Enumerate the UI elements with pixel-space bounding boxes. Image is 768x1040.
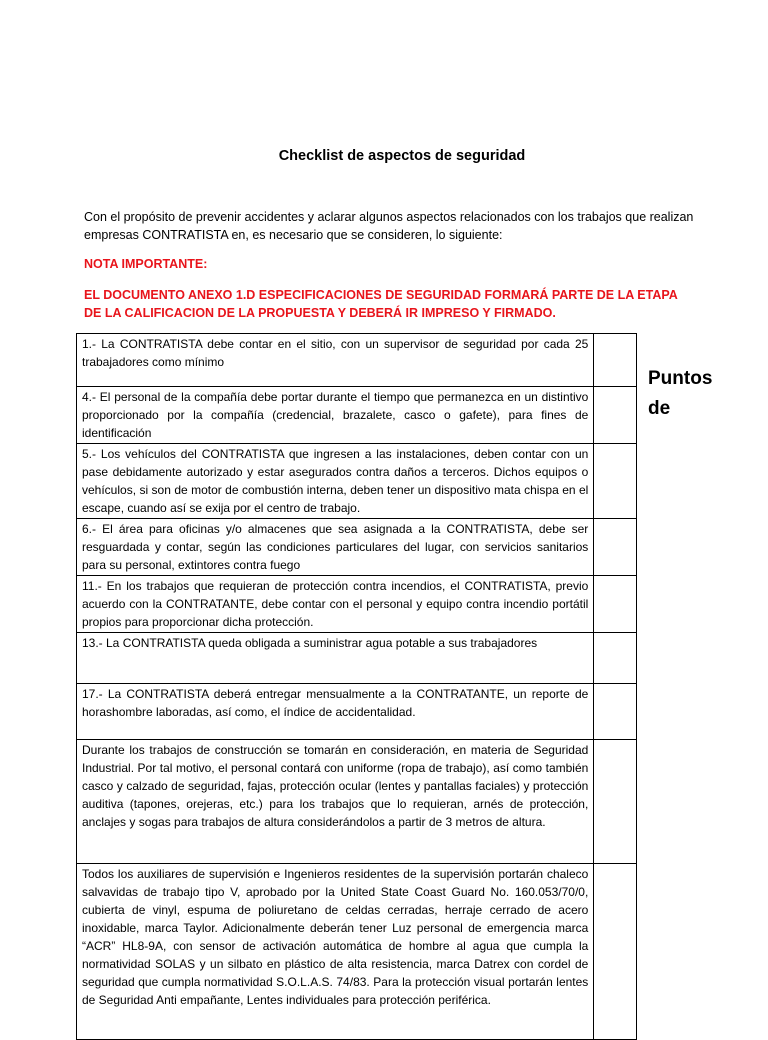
checklist-check-cell[interactable] — [594, 864, 637, 1040]
intro-paragraph: Con el propósito de prevenir accidentes y aclarar algunos aspectos relacionados con los trabajos que realizan empresas CONTRATISTA en, es necesario que se consideren, lo siguiente: — [84, 210, 694, 242]
checklist-item-text: 11.- En los trabajos que requieran de protección contra incendios, el CONTRATISTA, previo acuerdo con la CONTRATANTE, debe contar con el personal y equipo contra incendio portátil propios para proporcionar dicha protección. — [77, 576, 594, 633]
note-body: EL DOCUMENTO ANEXO 1.D ESPECIFICACIONES DE SEGURIDAD FORMARÁ PARTE DE LA ETAPA DE LA CALIFICACION DE LA PROPUESTA Y DEBERÁ IR IMPRESO Y FIRMADO. — [84, 288, 678, 320]
note-label: NOTA IMPORTANTE: — [84, 257, 208, 271]
table-row — [77, 387, 637, 444]
side-label — [648, 364, 748, 424]
table-row — [77, 740, 637, 864]
table-row — [77, 576, 637, 633]
table-row — [77, 519, 637, 576]
checklist-check-cell[interactable] — [594, 740, 637, 864]
table-row — [77, 334, 637, 387]
checklist-item-text: 5.- Los vehículos del CONTRATISTA que ingresen a las instalaciones, deben contar con un pase debidamente autorizado y estar asegurados contra daños a terceros. Dichos equipos o vehículos, si son de motor de combustión interna, deben tener un dispositivo mata chispa en el escape, cuando así se exija por el centro de trabajo. — [77, 444, 594, 519]
checklist-check-cell[interactable] — [594, 576, 637, 633]
document-title: Checklist de aspectos de seguridad — [278, 148, 526, 164]
table-row — [77, 684, 637, 740]
checklist-table — [76, 333, 637, 1040]
checklist-check-cell[interactable] — [594, 633, 637, 684]
checklist-item-text: Durante los trabajos de construcción se tomarán en consideración, en materia de Seguridad Industrial. Por tal motivo, el personal contará con uniforme (ropa de trabajo), así como también casco y calzado de seguridad, fajas, protección ocular (lentes y pantallas faciales) y protección auditiva (tapones, orejeras, etc.) para los trabajos que lo requieran, arnés de protección, anclajes y sogas para trabajos de altura considerándolos a partir de 3 metros de altura. — [77, 740, 594, 864]
checklist-item-text: 6.- El área para oficinas y/o almacenes que sea asignada a la CONTRATISTA, debe ser resguardada y contar, según las condiciones particulares del lugar, con servicios sanitarios para su personal, extintores contra fuego — [77, 519, 594, 576]
checklist-item-text: 13.- La CONTRATISTA queda obligada a suministrar agua potable a sus trabajadores — [77, 633, 594, 684]
side-label-line: Puntos — [648, 368, 713, 389]
checklist-check-cell[interactable] — [594, 444, 637, 519]
checklist-item-text: 17.- La CONTRATISTA deberá entregar mensualmente a la CONTRATANTE, un reporte de horashombre laboradas, así como, el índice de accidentalidad. — [77, 684, 594, 740]
table-row — [77, 864, 637, 1040]
checklist-check-cell[interactable] — [594, 684, 637, 740]
checklist-check-cell[interactable] — [594, 519, 637, 576]
checklist-item-text: 1.- La CONTRATISTA debe contar en el sitio, con un supervisor de seguridad por cada 25 trabajadores como mínimo — [77, 334, 594, 387]
side-label-line: de — [648, 398, 671, 419]
checklist-check-cell[interactable] — [594, 334, 637, 387]
checklist-check-cell[interactable] — [594, 387, 637, 444]
table-row — [77, 444, 637, 519]
checklist-item-text: 4.- El personal de la compañía debe portar durante el tiempo que permanezca en un distintivo proporcionado por la compañía (credencial, brazalete, casco o gafete), para fines de identificación — [77, 387, 594, 444]
checklist-item-text: Todos los auxiliares de supervisión e Ingenieros residentes de la supervisión portarán chaleco salvavidas de trabajo tipo V, aprobado por la United State Coast Guard No. 160.053/70/0, cubierta de vinyl, espuma de poliuretano de celdas cerradas, herraje cerrado de acero inoxidable, marca Taylor. Adicionalmente deberán tener Luz personal de emergencia marca “ACR” HL8-9A, con sensor de activación automática de hombre al agua que cumpla la normatividad SOLAS y un silbato en plástico de alta resistencia, marca Datrex con cordel de seguridad que cumpla normatividad S.O.L.A.S. 74/83. Para la protección visual portarán lentes de Seguridad Anti empañante, Lentes individuales para protección periférica. — [77, 864, 594, 1040]
table-row — [77, 633, 637, 684]
